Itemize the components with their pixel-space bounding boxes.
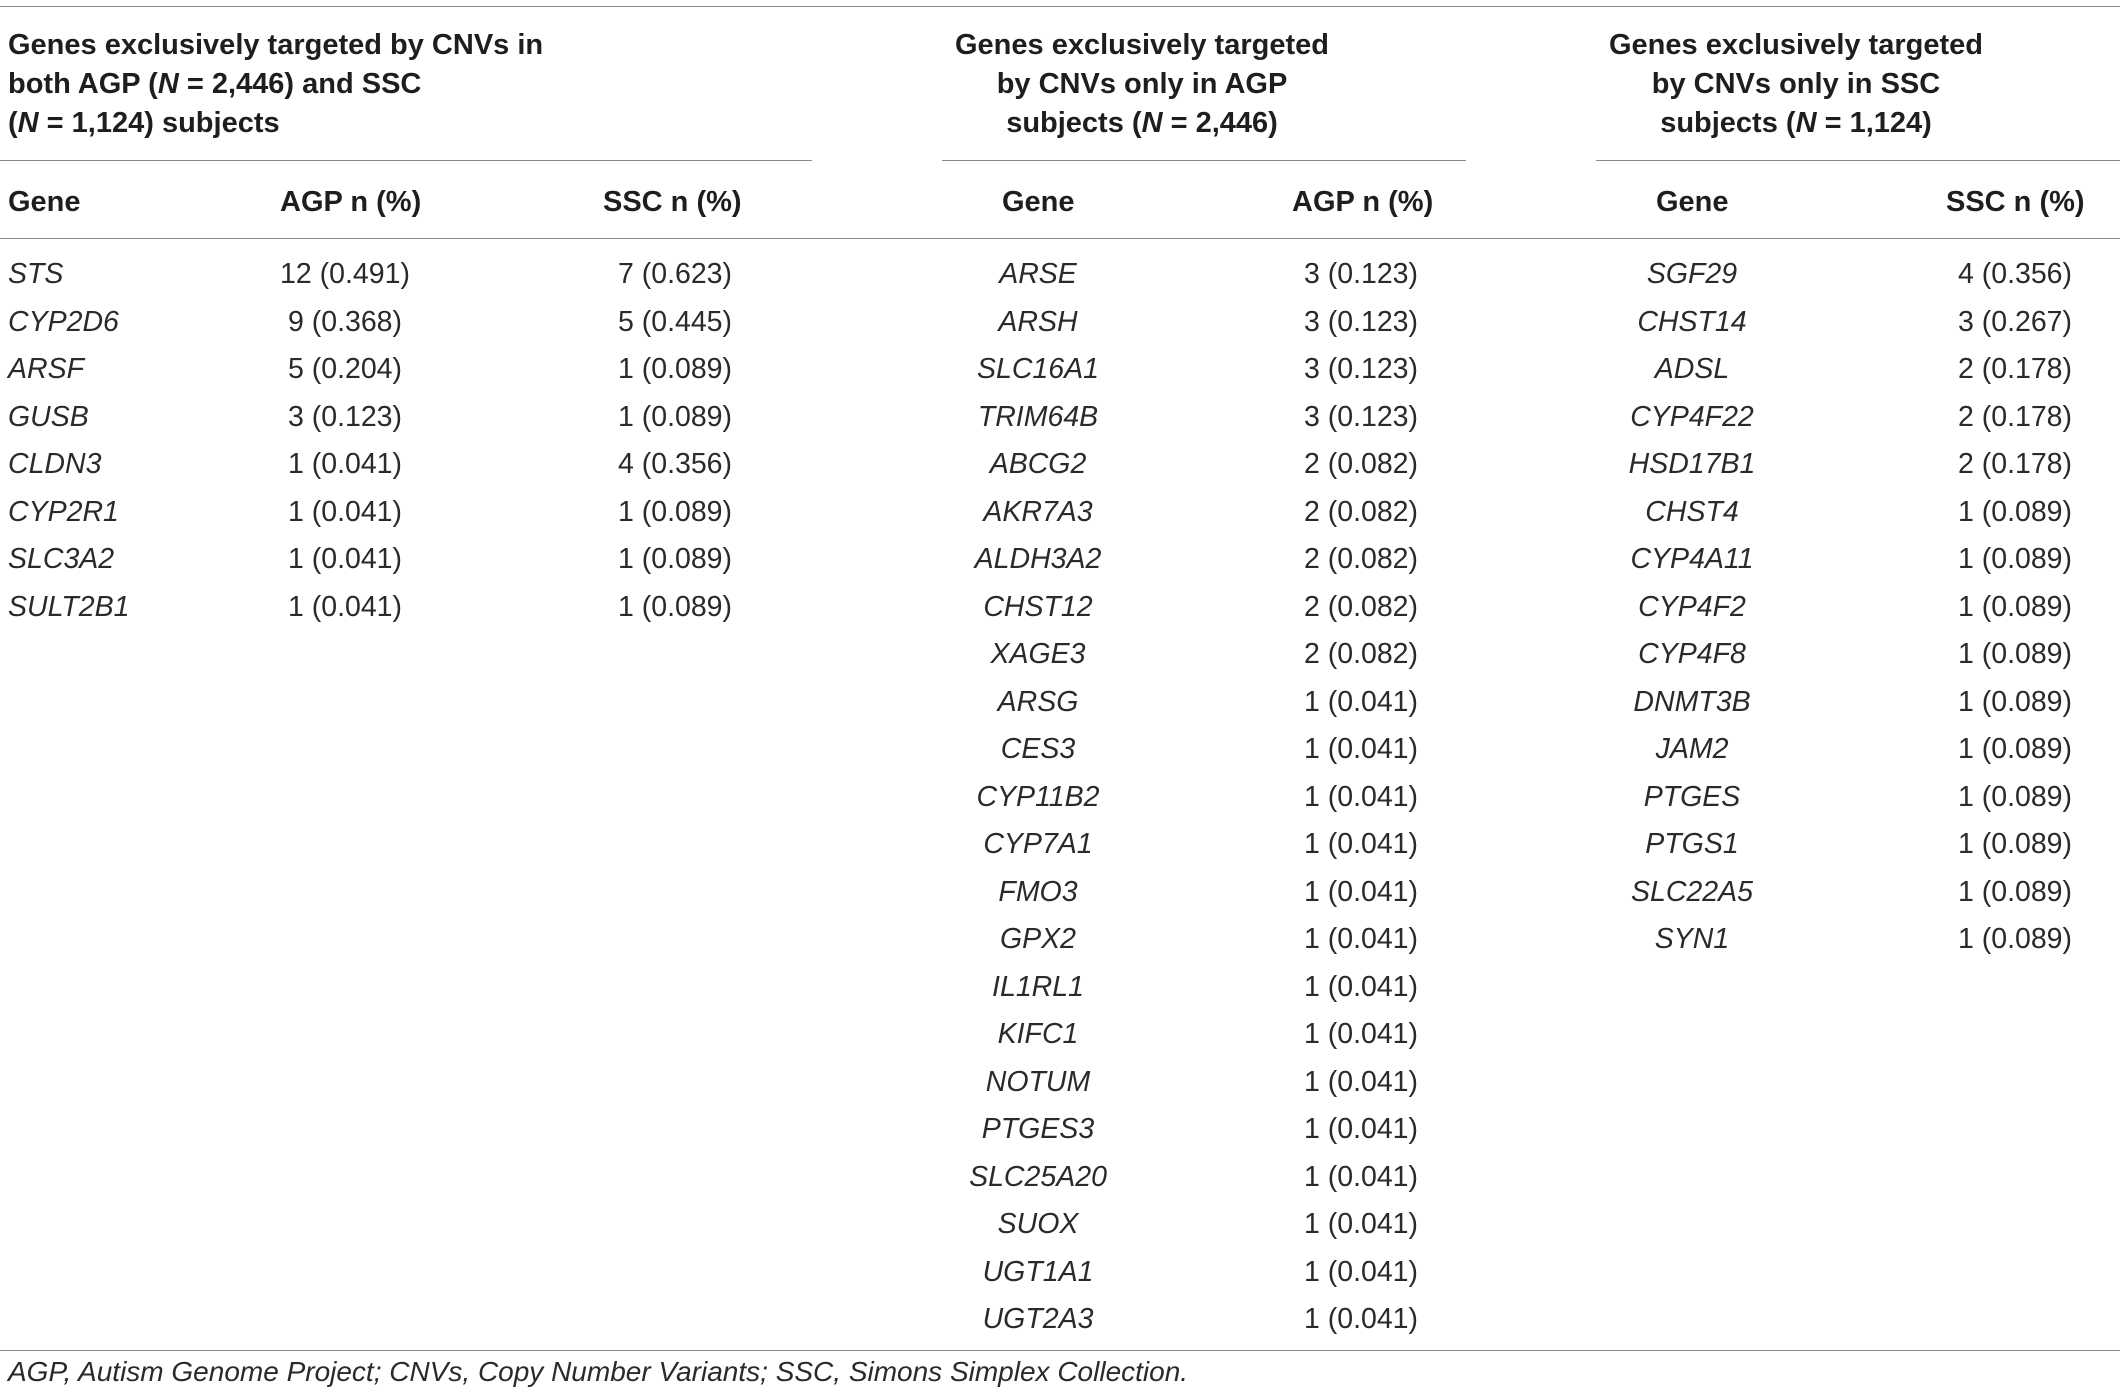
count-cell: 4 (0.356) (617, 448, 733, 480)
gene-cell: CYP2R1 (8, 495, 119, 528)
panel-1-title-rule (0, 160, 812, 161)
gene-cell: NOTUM (985, 1065, 1091, 1098)
count-cell: 3 (0.123) (287, 400, 403, 433)
col-header-gene-agp: Gene (1002, 186, 1075, 218)
count-cell: 3 (0.123) (1303, 305, 1419, 338)
table-footnote: AGP, Autism Genome Project; CNVs, Copy Number Variants; SSC, Simons Simplex Collection. (8, 1356, 1189, 1387)
count-cell: 2 (0.178) (1957, 400, 2073, 433)
count-cell: 1 (0.041) (1303, 1303, 1419, 1335)
gene-cell: AKR7A3 (983, 495, 1093, 528)
panel-3-title-rule (1596, 160, 2120, 161)
count-cell: 1 (0.041) (1303, 1160, 1419, 1193)
gene-cell: PTGS1 (1645, 828, 1739, 860)
count-cell: 2 (0.082) (1303, 543, 1419, 575)
gene-cell: UGT1A1 (982, 1255, 1094, 1288)
count-cell: 1 (0.041) (287, 448, 403, 480)
col-header-gene-both: Gene (8, 186, 81, 218)
panel-2-title-rule (942, 160, 1466, 161)
gene-cell: PTGES3 (981, 1113, 1095, 1145)
count-cell: 1 (0.089) (1957, 495, 2073, 528)
count-cell: 2 (0.082) (1303, 638, 1419, 670)
gene-cell: PTGES (1643, 780, 1741, 813)
count-cell: 1 (0.041) (1303, 923, 1419, 955)
gene-cell: SLC3A2 (8, 543, 115, 575)
count-cell: 1 (0.041) (1303, 1065, 1419, 1098)
gene-cell: CYP4F2 (1638, 590, 1746, 623)
col-header-gene-ssc: Gene (1656, 186, 1729, 218)
count-cell: 7 (0.623) (617, 258, 733, 290)
header-rule (0, 238, 2120, 239)
gene-cell: SLC16A1 (976, 353, 1099, 385)
gene-cell: GUSB (8, 400, 89, 433)
gene-cell: ARSE (999, 258, 1077, 290)
count-cell: 2 (0.178) (1957, 448, 2073, 480)
count-cell: 1 (0.041) (1303, 780, 1419, 813)
gene-cell: CYP7A1 (983, 828, 1093, 860)
gene-cell: CHST14 (1637, 305, 1747, 338)
count-cell: 1 (0.041) (287, 495, 403, 528)
gene-cell: SLC25A20 (969, 1160, 1107, 1193)
gene-cell: ALDH3A2 (974, 543, 1102, 575)
count-cell: 1 (0.041) (1303, 733, 1419, 765)
gene-cell: TRIM64B (977, 400, 1099, 433)
count-cell: 3 (0.123) (1303, 353, 1419, 385)
count-cell: 2 (0.178) (1957, 353, 2073, 385)
count-cell: 1 (0.089) (617, 543, 733, 575)
count-cell: 1 (0.089) (617, 353, 733, 385)
gene-cell: CYP2D6 (8, 305, 119, 338)
count-cell: 3 (0.123) (1303, 258, 1419, 290)
gene-cell: CHST12 (983, 590, 1093, 623)
count-cell: 1 (0.089) (617, 590, 733, 623)
count-cell: 1 (0.041) (1303, 875, 1419, 908)
gene-cell: CLDN3 (8, 448, 102, 480)
gene-cell: CYP4F22 (1630, 400, 1754, 433)
count-cell: 5 (0.204) (287, 353, 403, 385)
count-cell: 1 (0.041) (1303, 970, 1419, 1003)
gene-cell: SULT2B1 (8, 590, 130, 623)
gene-cell: ARSH (998, 305, 1078, 338)
gene-cell: KIFC1 (997, 1018, 1079, 1050)
col-header-ssc-only: SSC n (%) (1946, 186, 2085, 218)
gene-cell: HSD17B1 (1628, 448, 1756, 480)
gene-cell: ARSG (997, 685, 1079, 718)
count-cell: 2 (0.082) (1303, 495, 1419, 528)
count-cell: 1 (0.041) (1303, 1113, 1419, 1145)
count-cell: 1 (0.089) (1957, 638, 2073, 670)
gene-cell: STS (8, 258, 64, 290)
table-top-rule (0, 6, 2120, 7)
count-cell: 1 (0.041) (1303, 685, 1419, 718)
gene-cell: SGF29 (1646, 258, 1738, 290)
count-cell: 1 (0.089) (1957, 543, 2073, 575)
table-bottom-rule (0, 1350, 2120, 1351)
panel-1-title: Genes exclusively targeted by CNVs in both AGP (N = 2,446) and SSC (N = 1,124) subjects (8, 29, 544, 139)
gene-cell: UGT2A3 (982, 1303, 1094, 1335)
gene-cell: SUOX (997, 1208, 1079, 1240)
count-cell: 1 (0.089) (1957, 828, 2073, 860)
gene-cell: ARSF (8, 353, 85, 385)
count-cell: 2 (0.082) (1303, 448, 1419, 480)
gene-cell: CYP11B2 (976, 780, 1100, 813)
gene-cell: DNMT3B (1633, 685, 1751, 718)
gene-cell: SLC22A5 (1630, 875, 1753, 908)
count-cell: 1 (0.089) (1957, 780, 2073, 813)
count-cell: 1 (0.089) (1957, 923, 2073, 955)
gene-cell: XAGE3 (990, 638, 1086, 670)
gene-cell: FMO3 (998, 875, 1078, 908)
count-cell: 1 (0.041) (287, 543, 403, 575)
count-cell: 1 (0.041) (287, 590, 403, 623)
gene-cell: ABCG2 (989, 448, 1087, 480)
gene-cell: CYP4A11 (1630, 543, 1754, 575)
count-cell: 5 (0.445) (617, 305, 733, 338)
count-cell: 1 (0.041) (1303, 1208, 1419, 1240)
gene-cell: IL1RL1 (992, 970, 1084, 1003)
gene-cell: GPX2 (999, 923, 1077, 955)
count-cell: 1 (0.041) (1303, 828, 1419, 860)
count-cell: 4 (0.356) (1957, 258, 2073, 290)
panel-3-title: Genes exclusively targeted by CNVs only in SSC subjects (N = 1,124) (1609, 29, 1983, 139)
count-cell: 1 (0.089) (1957, 875, 2073, 908)
gene-cell: CHST4 (1645, 495, 1739, 528)
gene-cell: JAM2 (1655, 733, 1729, 765)
col-header-ssc-both: SSC n (%) (603, 186, 742, 218)
gene-cell: CYP4F8 (1638, 638, 1746, 670)
count-cell: 12 (0.491) (280, 258, 410, 290)
col-header-agp-only: AGP n (%) (1292, 186, 1434, 218)
count-cell: 1 (0.089) (1957, 733, 2073, 765)
count-cell: 1 (0.089) (1957, 590, 2073, 623)
col-header-agp-both: AGP n (%) (280, 186, 422, 218)
count-cell: 3 (0.267) (1957, 305, 2073, 338)
gene-cell: ADSL (1654, 353, 1730, 385)
count-cell: 1 (0.089) (1957, 685, 2073, 718)
count-cell: 2 (0.082) (1303, 590, 1419, 623)
panel-2-title: Genes exclusively targeted by CNVs only in AGP subjects (N = 2,446) (955, 29, 1329, 139)
count-cell: 3 (0.123) (1303, 400, 1419, 433)
count-cell: 1 (0.089) (617, 495, 733, 528)
gene-cell: CES3 (1000, 733, 1076, 765)
count-cell: 9 (0.368) (287, 305, 403, 338)
gene-cell: SYN1 (1654, 923, 1730, 955)
count-cell: 1 (0.089) (617, 400, 733, 433)
count-cell: 1 (0.041) (1303, 1255, 1419, 1288)
count-cell: 1 (0.041) (1303, 1018, 1419, 1050)
